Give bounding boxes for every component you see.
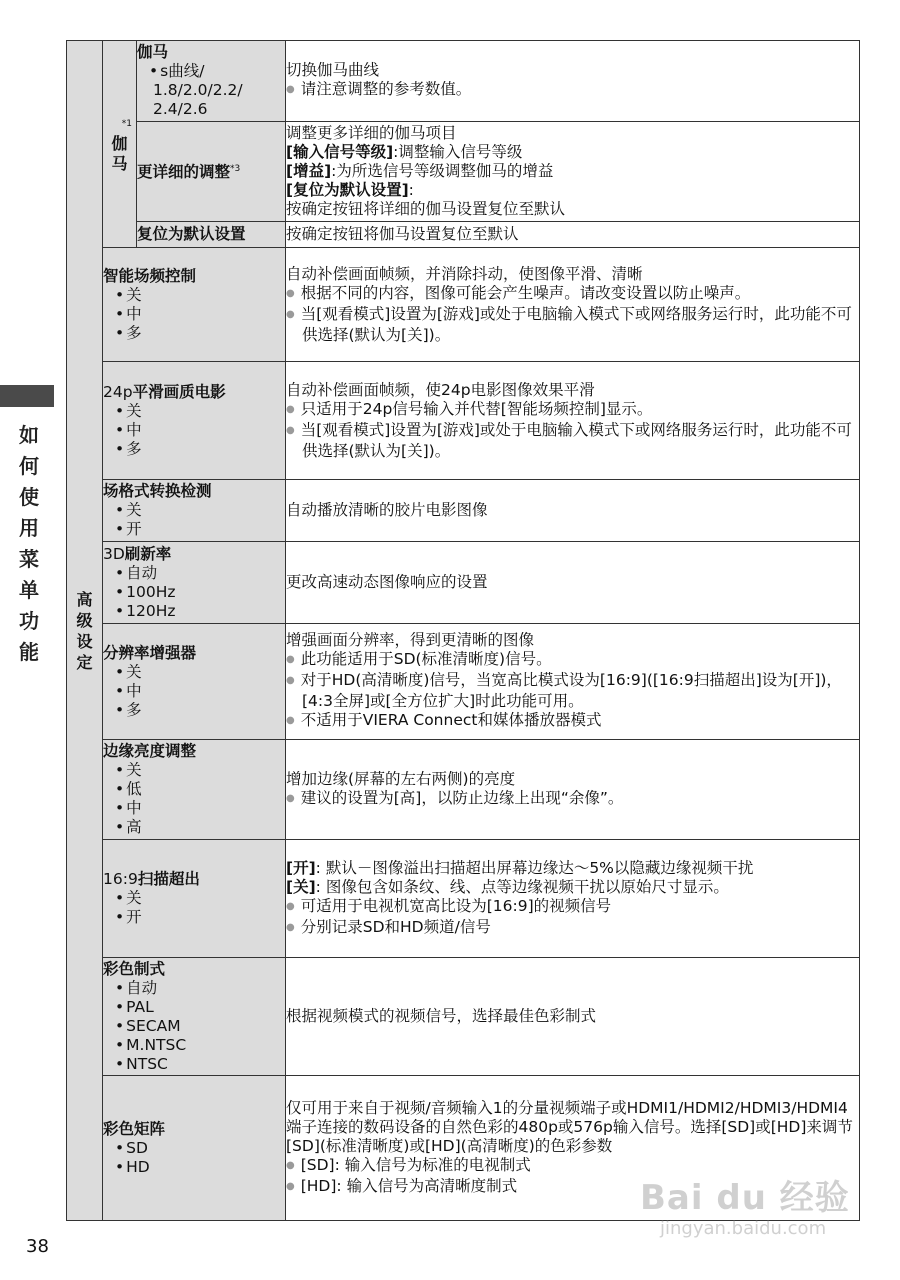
film-24p-setting: 24p平滑画质电影 • 关 • 中 • 多 [103, 362, 286, 480]
row-24p-film [67, 362, 860, 480]
edge-brightness-setting: 边缘亮度调整 • 关 • 低 • 中 • 高 [103, 740, 286, 840]
page-number: 38 [26, 1236, 49, 1257]
baidu-watermark-logo: Bai du 经验 [640, 1178, 850, 1218]
side-section-label: 如 何 使 用 菜 单 功 能 [19, 423, 39, 664]
side-tab-marker [0, 385, 54, 407]
detail-adjust-description: 调整更多详细的伽马项目 [输入信号等级]:调整输入信号等级 [增益]:为所选信号等级调整伽马的增益 [复位为默认设置]: 按确定按钮将详细的伽马设置复位至默认 [286, 122, 860, 222]
row-color-system [67, 958, 860, 1076]
film-24p-description: 自动补偿画面帧频，使24p电影图像效果平滑 ● 只适用于24p信号输入并代替[智能场频控制]显示。 ● 当[观看模式]设置为[游戏]或处于电脑输入模式下或网络服务运行时，此功能不可供选择(默认为[关])。 [286, 362, 860, 480]
row-gamma-reset [67, 222, 860, 248]
refresh-3d-description: 更改高速动态图像响应的设置 [286, 542, 860, 624]
edge-brightness-description: 增加边缘(屏幕的左右两侧)的亮度 ● 建议的设置为[高]，以防止边缘上出现“余像”。 [286, 740, 860, 840]
gamma-group-label: *1 伽 马 [103, 41, 137, 248]
resolution-setting: 分辨率增强器 • 关 • 中 • 多 [103, 624, 286, 740]
gamma-reset-description: 按确定按钮将伽马设置复位至默认 [286, 222, 860, 248]
overscan-description: [开]: 默认－图像溢出扫描超出屏幕边缘达～5%以隐藏边缘视频干扰 [关]: 图像包含如条纹、线、点等边缘视频干扰以原始尺寸显示。 ● 可适用于电视机宽高比设为[16:9]的视频信号 ● 分别记录SD和HD频道/信号 [286, 840, 860, 958]
color-matrix-setting: 彩色矩阵 • SD • HD [103, 1076, 286, 1221]
advanced-settings-table [66, 40, 860, 1221]
gamma-description: 切换伽马曲线 ● 请注意调整的参考数值。 [286, 41, 860, 122]
color-system-description: 根据视频模式的视频信号，选择最佳色彩制式 [286, 958, 860, 1076]
category-advanced: 高 级 设 定 [67, 41, 103, 1221]
cadence-setting: 场格式转换检测 • 关 • 开 [103, 480, 286, 542]
row-resolution [67, 624, 860, 740]
refresh-3d-setting: 3D刷新率 • 自动 • 100Hz • 120Hz [103, 542, 286, 624]
row-cadence [67, 480, 860, 542]
overscan-setting: 16:9扫描超出 • 关 • 开 [103, 840, 286, 958]
color-system-setting: 彩色制式 • 自动 • PAL • SECAM • M.NTSC • NTSC [103, 958, 286, 1076]
smart-frame-description: 自动补偿画面帧频，并消除抖动，使图像平滑、清晰 ● 根据不同的内容，图像可能会产生噪声。请改变设置以防止噪声。 ● 当[观看模式]设置为[游戏]或处于电脑输入模式下或网络服务运行时，此功能不可供选择(默认为[关])。 [286, 248, 860, 362]
color-matrix-description: 仅可用于来自于视频/音频输入1的分量视频端子或HDMI1/HDMI2/HDMI3/HDMI4端子连接的数码设备的自然色彩的480p或576p输入信号。选择[SD]或[HD]来调节[SD](标准清晰度)或[HD](高清晰度)的色彩参数 ● [SD]: 输入信号为标准的电视制式 ● [HD]: 输入信号为高清晰度制式 [286, 1076, 860, 1221]
row-detail-adjust [67, 122, 860, 222]
gamma-setting: 伽马 • s曲线/ 1.8/2.0/2.2/ 2.4/2.6 [137, 41, 286, 122]
gamma-reset-setting: 复位为默认设置 [137, 222, 286, 248]
detail-adjust-setting: 更详细的调整$^{*3}$ [137, 122, 286, 222]
row-edge-brightness [67, 740, 860, 840]
resolution-description: 增强画面分辨率，得到更清晰的图像 ● 此功能适用于SD(标准清晰度)信号。 ● 对于HD(高清晰度)信号，当宽高比模式设为[16:9]([16:9扫描超出]设为[开])，[4:3全屏]或[全方位扩大]时此功能可用。 ● 不适用于VIERA Connect和媒体播放器模式 [286, 624, 860, 740]
baidu-watermark-url: jingyan.baidu.com [660, 1218, 827, 1239]
cadence-description: 自动播放清晰的胶片电影图像 [286, 480, 860, 542]
row-3d-refresh [67, 542, 860, 624]
smart-frame-setting: 智能场频控制 • 关 • 中 • 多 [103, 248, 286, 362]
row-gamma [67, 41, 860, 122]
row-overscan [67, 840, 860, 958]
row-smart-frame [67, 248, 860, 362]
